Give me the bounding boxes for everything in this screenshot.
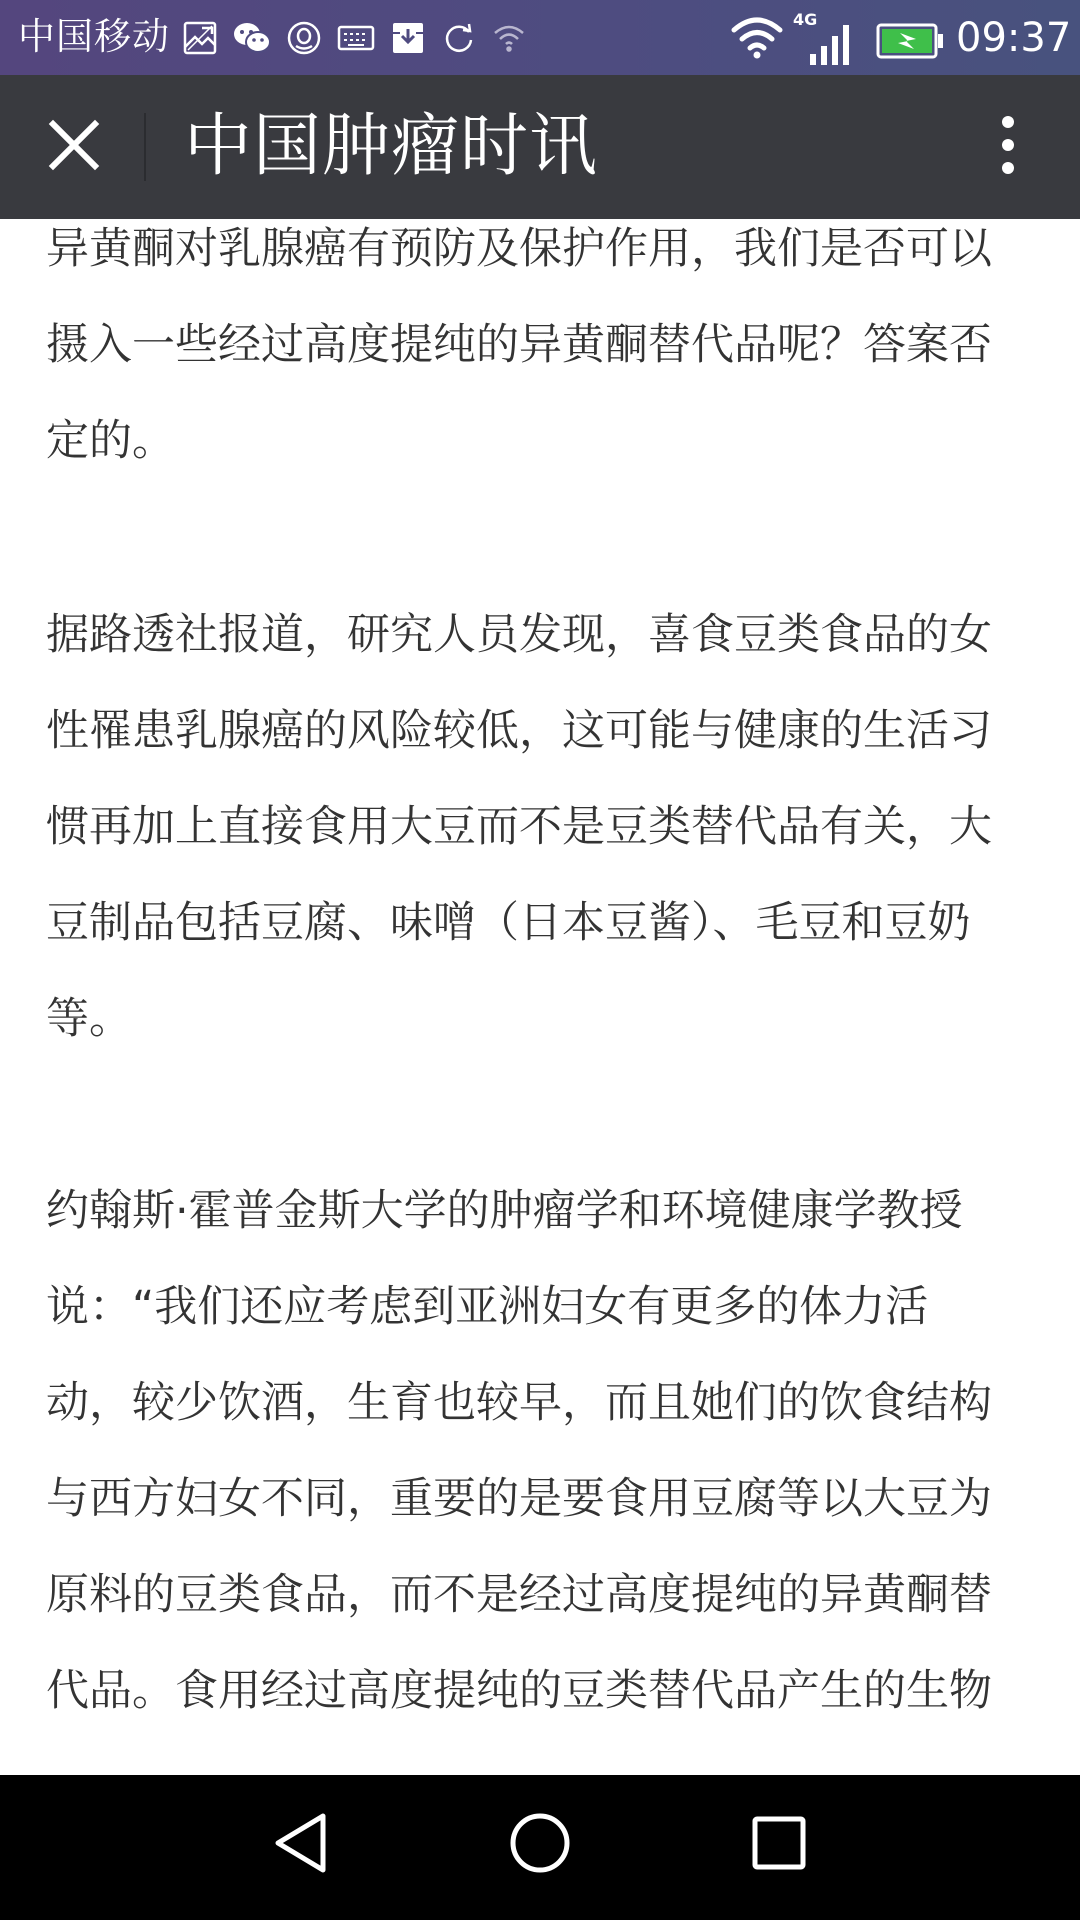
paragraph-line: 代品。食用经过高度提纯的豆类替代品产生的生物: [46, 1666, 992, 1716]
back-button[interactable]: [246, 1795, 356, 1895]
page-title: 中国肿瘤时讯: [184, 107, 599, 186]
recents-icon: [751, 1815, 807, 1875]
paragraph-line: 豆制品包括豆腐、味噌（日本豆酱）、毛豆和豆奶: [46, 898, 971, 948]
wechat-icon: [233, 21, 271, 55]
paragraph-line: 说：“我们还应考虑到亚洲妇女有更多的体力活: [46, 1282, 929, 1332]
paragraph-line: 异黄酮对乳腺癌有预防及保护作用，我们是否可以: [46, 224, 992, 274]
paragraph-line: 据路透社报道，研究人员发现，喜食豆类食品的女: [46, 610, 992, 660]
paragraph-line: 动，较少饮酒，生育也较早，而且她们的饮食结构: [46, 1378, 992, 1428]
more-vertical-icon: [1001, 115, 1015, 179]
download-icon: [390, 20, 426, 56]
home-icon: [508, 1811, 572, 1879]
article-paragraph: [46, 587, 1036, 1067]
article-content[interactable]: [0, 219, 1080, 1775]
paragraph-line: 定的。: [46, 416, 175, 466]
close-button[interactable]: [34, 107, 114, 187]
status-bar: [0, 0, 1080, 75]
qq-icon: [286, 20, 322, 56]
paragraph-line: 约翰斯·霍普金斯大学的肿瘤学和环境健康学教授: [46, 1186, 963, 1236]
paragraph-line: 惯再加上直接食用大豆而不是豆类替代品有关，大: [46, 802, 992, 852]
sync-icon: [441, 20, 477, 56]
wifi-question-icon: [492, 23, 526, 53]
toolbar-divider: [144, 113, 146, 181]
paragraph-line: 与西方妇女不同，重要的是要食用豆腐等以大豆为: [46, 1474, 992, 1524]
article-paragraph: [46, 219, 1036, 489]
recents-button[interactable]: [724, 1795, 834, 1895]
gallery-icon: [182, 20, 218, 56]
wifi-icon: [730, 16, 784, 60]
close-icon: [48, 119, 100, 175]
navigation-bar: [0, 1775, 1080, 1920]
notification-icons: [182, 14, 526, 62]
app-toolbar: [0, 75, 1080, 219]
paragraph-line: 等。: [46, 994, 132, 1044]
back-icon: [271, 1811, 331, 1879]
article-paragraph: [46, 1163, 1036, 1739]
paragraph-line: 性罹患乳腺癌的风险较低，这可能与健康的生活习: [46, 706, 992, 756]
carrier-name: 中国移动: [18, 15, 170, 58]
network-type-label: 4G: [793, 10, 818, 29]
status-time: 09:37: [956, 15, 1072, 61]
battery-charging-icon: [876, 22, 944, 60]
home-button[interactable]: [485, 1795, 595, 1895]
paragraph-line: 原料的豆类食品，而不是经过高度提纯的异黄酮替: [46, 1570, 992, 1620]
paragraph-line: 摄入一些经过高度提纯的异黄酮替代品呢？答案否: [46, 320, 992, 370]
keyboard-icon: [337, 24, 375, 52]
more-options-button[interactable]: [986, 109, 1030, 185]
